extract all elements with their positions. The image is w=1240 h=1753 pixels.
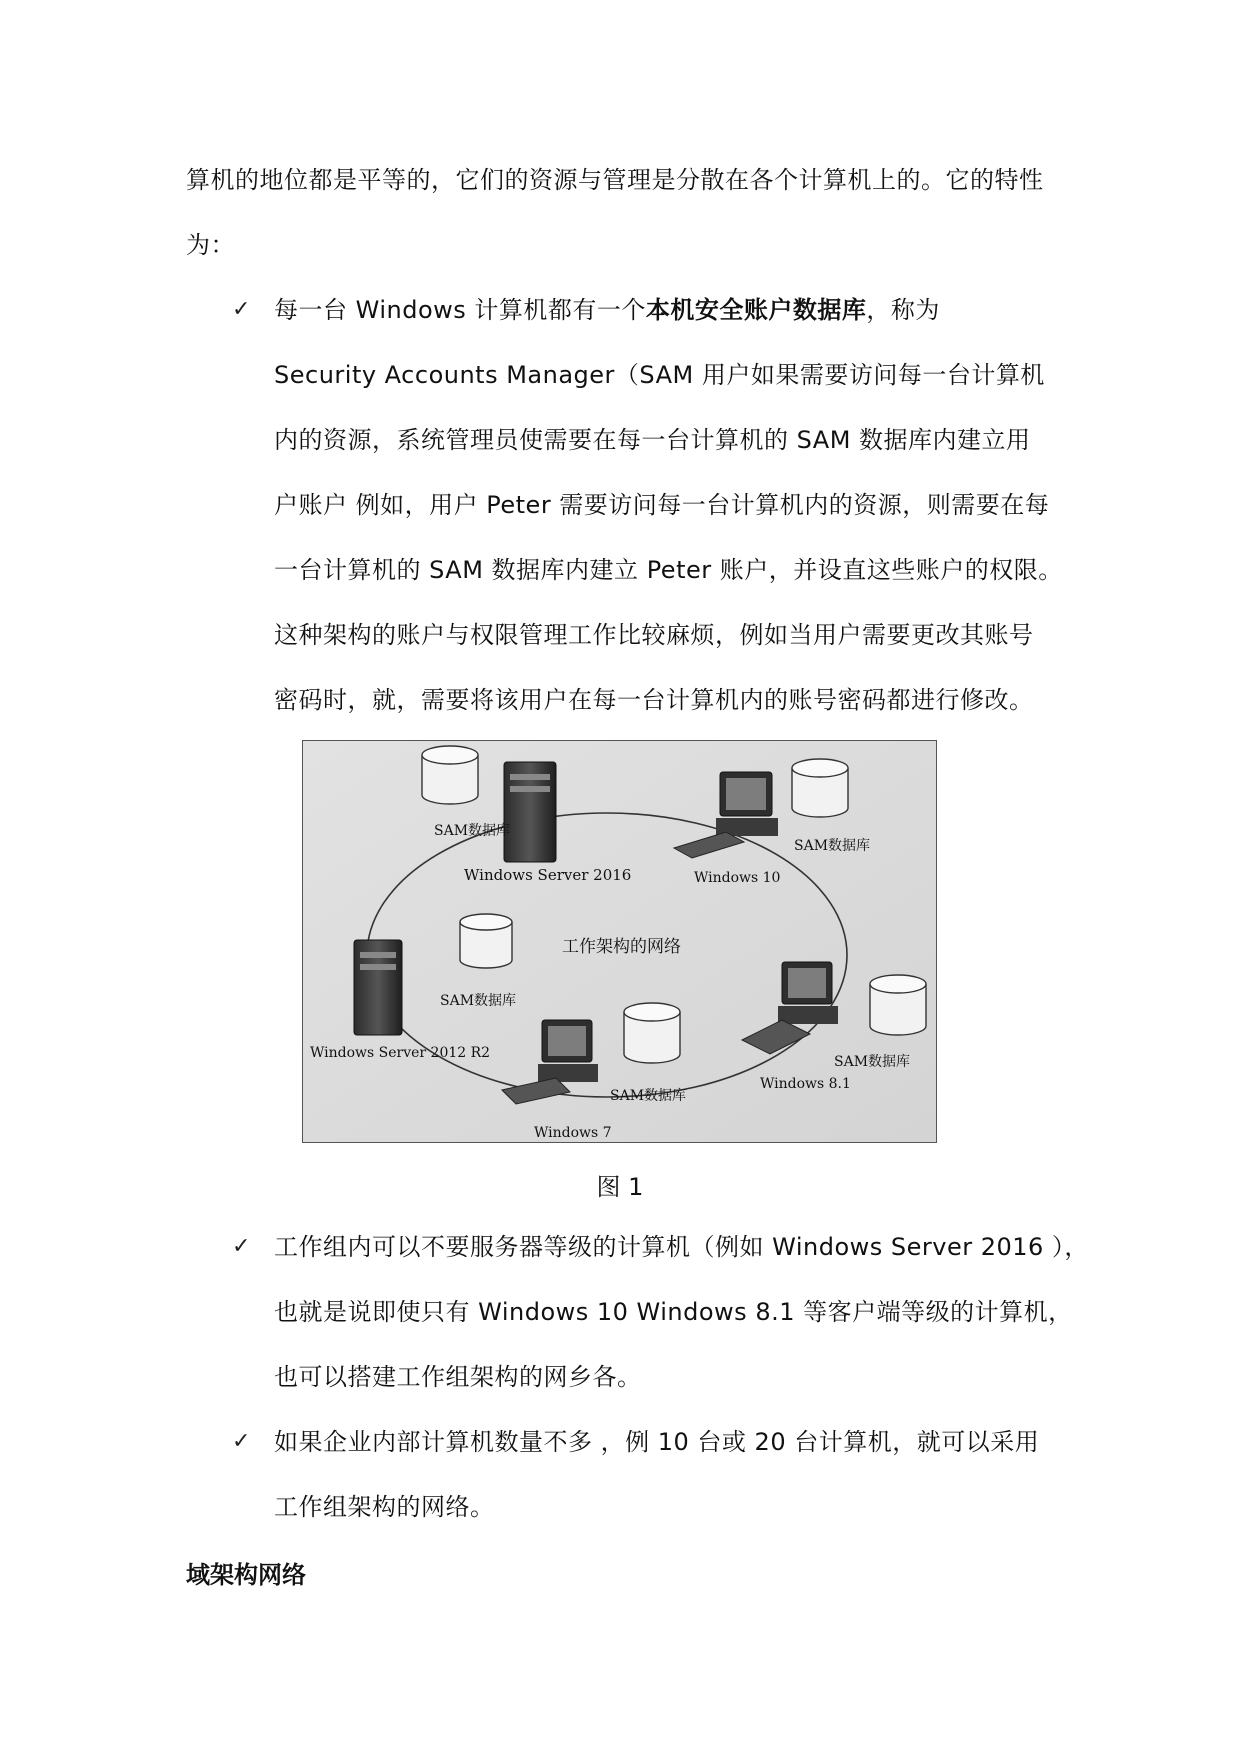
database-icon (624, 1003, 680, 1063)
bullet1-line-3: 内的资源，系统管理员使需要在每一台计算机的 SAM 数据库内建立用 (274, 426, 1031, 454)
node-label: Windows 7 (534, 1125, 612, 1141)
node-label: Windows Server 2016 (464, 866, 632, 884)
node-label: Windows 8.1 (760, 1076, 851, 1092)
node-label: Windows Server 2012 R2 (310, 1045, 491, 1061)
bullet2-line-2: 也就是说即使只有 Windows 10 Windows 8.1 等客户端等级的计算机， (274, 1298, 1073, 1326)
db-label: SAM数据库 (434, 823, 511, 839)
intro-line-2: 为： (186, 231, 235, 259)
bullet1-line-1-tail: ，称为 (866, 296, 940, 324)
figure-caption: 图 1 (596, 1173, 644, 1201)
check-icon: ✓ (232, 1234, 251, 1259)
bullet1-line-1 (274, 295, 940, 325)
bullet3-line-2: 工作组架构的网络。 (274, 1493, 495, 1521)
figure-center-label: 工作架构的网络 (562, 937, 681, 957)
db-label: SAM数据库 (834, 1054, 911, 1070)
database-icon (792, 759, 848, 817)
node-label: Windows 10 (694, 870, 781, 886)
bullet1-line-6: 这种架构的账户与权限管理工作比较麻烦，例如当用户需要更改其账号 (274, 621, 1034, 649)
bullet1-line-1-text: 每一台 Windows 计算机都有一个 (274, 296, 646, 324)
bullet3-line-1: 如果企业内部计算机数量不多 ，例 10 台或 20 台计算机，就可以采用 (274, 1428, 1040, 1456)
bullet1-line-4: 户账户 例如，用户 Peter 需要访问每一台计算机内的资源，则需要在每 (274, 491, 1050, 519)
db-label: SAM数据库 (440, 993, 517, 1009)
database-icon (870, 975, 926, 1035)
check-icon: ✓ (232, 1429, 251, 1454)
check-icon: ✓ (232, 297, 251, 322)
bullet1-line-7: 密码时，就，需要将该用户在每一台计算机内的账号密码都进行修改。 (274, 686, 1034, 714)
database-icon (460, 914, 512, 968)
db-label: SAM数据库 (610, 1088, 687, 1104)
bullet1-line-2: Security Accounts Manager（SAM 用户如果需要访问每一台计算机 (274, 361, 1045, 389)
bullet1-line-5: 一台计算机的 SAM 数据库内建立 Peter 账户，并设直这些账户的权限。 (274, 556, 1063, 584)
section-heading: 域架构网络 (186, 1561, 306, 1589)
local-sam-database-emphasis: 本机安全账户数据库 (645, 296, 867, 324)
db-label: SAM数据库 (794, 838, 871, 854)
bullet2-line-1: 工作组内可以不要服务器等级的计算机（例如 Windows Server 2016 ）， (274, 1233, 1089, 1261)
intro-line-1: 算机的地位都是平等的，它们的资源与管理是分散在各个计算机上的。它的特性 (186, 166, 1044, 194)
bullet2-line-3: 也可以搭建工作组架构的网乡各。 (274, 1363, 642, 1391)
database-icon (422, 746, 478, 804)
workgroup-network-diagram (302, 740, 937, 1143)
